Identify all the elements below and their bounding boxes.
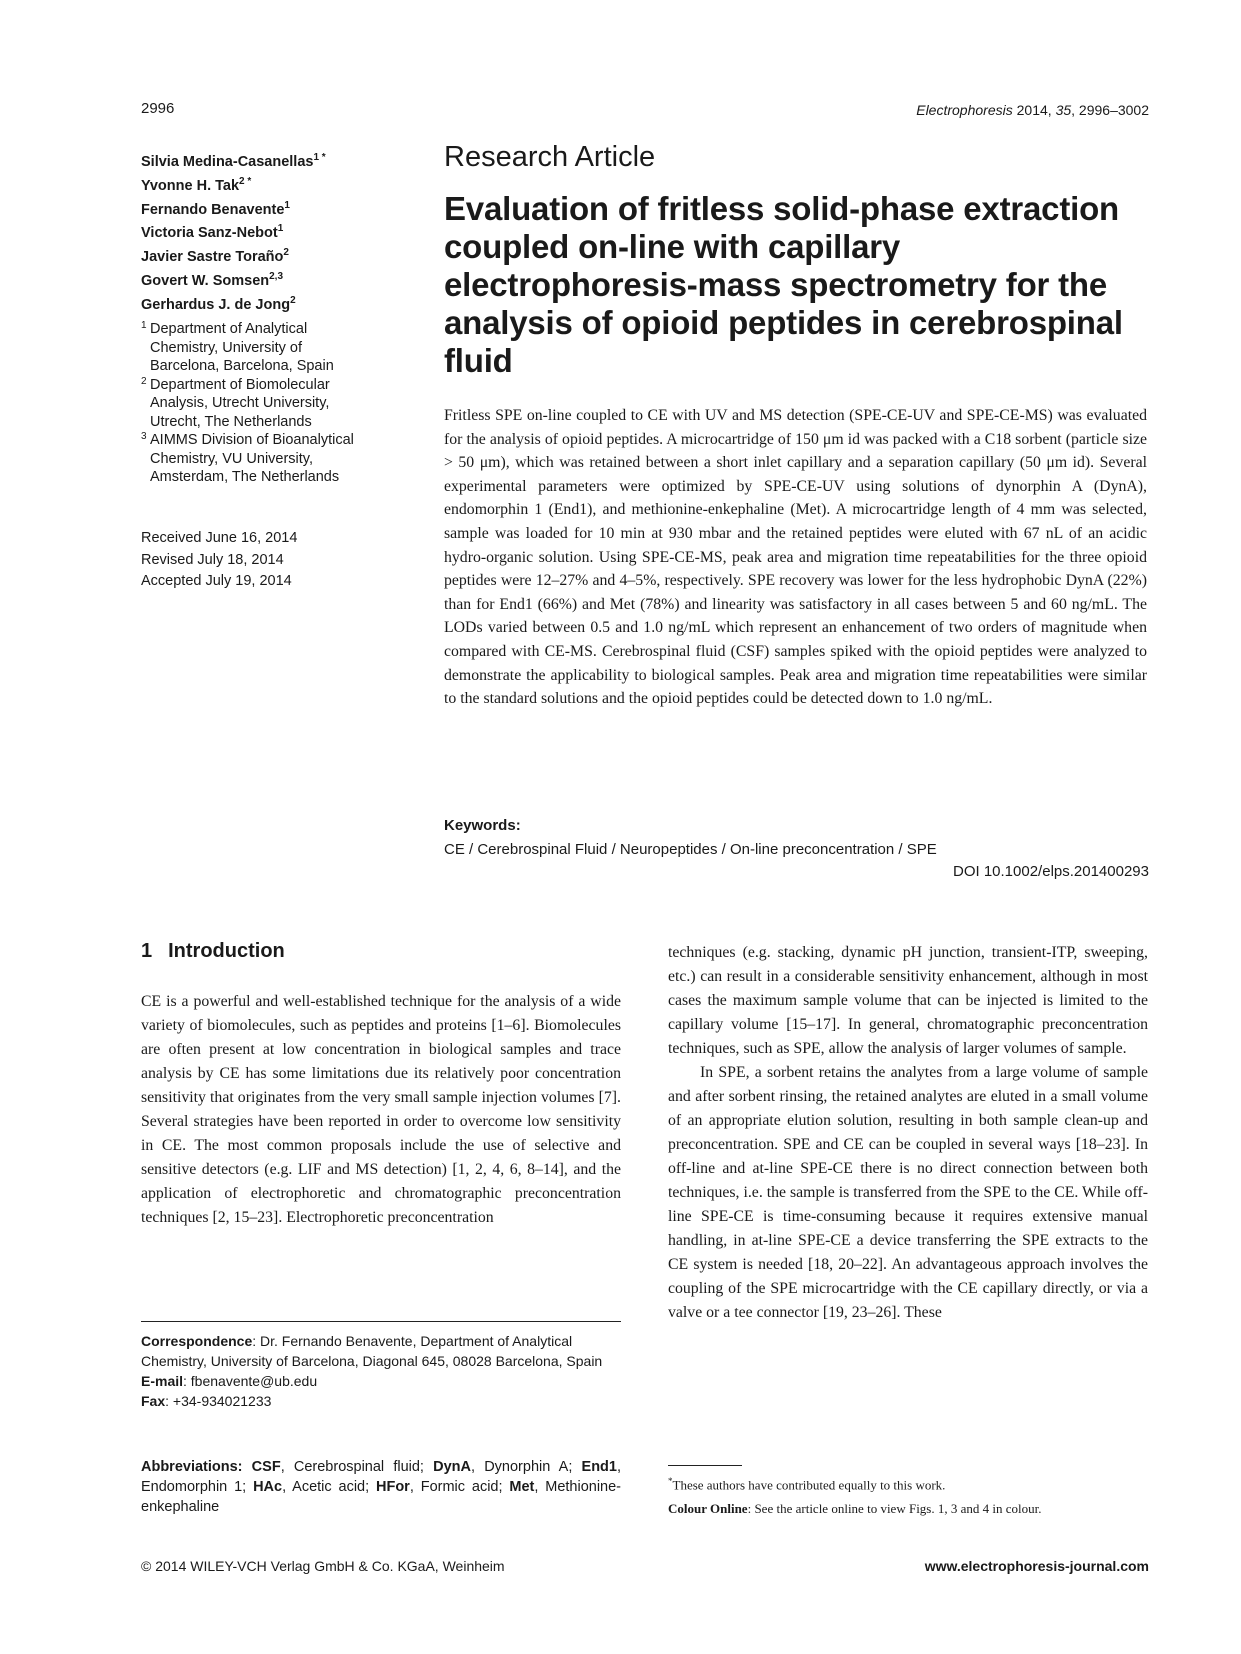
author: Yvonne H. Tak$^{2 *}$ bbox=[141, 175, 252, 194]
revised-date: Revised July 18, 2014 bbox=[141, 551, 284, 568]
journal-name: Electrophoresis bbox=[916, 102, 1013, 118]
intro-left-column: CE is a powerful and well-established technique for the analysis of a wide variety of biomolecules, such as peptides and proteins [1–6]. Biomolecules are often present at low concentration in biological samples and trace analysis by CE has some limitations due its relatively poor concentration sensitivity that originates from the very small sample injection volumes [7]. Several strategies have been reported in order to overcome low sensitivity in CE. The most common proposals include the use of selective and sensitive detectors (e.g. LIF and MS detection) [1, 2, 4, 6, 8–14], and the application of electrophoretic and chromatographic preconcentration techniques [2, 15–23]. Electrophoretic preconcentration bbox=[141, 993, 621, 1226]
author: Govert W. Somsen$^{2,3}$ bbox=[141, 271, 284, 289]
author: Victoria Sanz-Nebot$^1$ bbox=[141, 223, 284, 242]
affiliation-list bbox=[141, 320, 411, 487]
email[interactable]: : fbenavente@ub.edu bbox=[183, 1373, 318, 1389]
journal-year: 2014, bbox=[1012, 102, 1056, 118]
abbreviations-block: Abbreviations: CSF, Cerebrospinal fluid; DynA, Dynorphin A; End1, Endomorphin 1; HAc, Acetic acid; HFor, Formic acid; Met, Methionine-enkephaline bbox=[141, 1459, 622, 1515]
keywords-heading: Keywords: bbox=[444, 817, 521, 834]
divider bbox=[141, 1321, 621, 1322]
footnote: Colour Online: See the article online to view Figs. 1, 3 and 4 in colour. bbox=[668, 1501, 1042, 1516]
journal-website-link[interactable]: www.electrophoresis-journal.com bbox=[924, 1558, 1149, 1574]
section-heading: 1 Introduction bbox=[141, 940, 285, 962]
received-date: Received June 16, 2014 bbox=[141, 530, 298, 546]
correspondence-block: Correspondence: Dr. Fernando Benavente, Department of Analytical Chemistry, University of Barcelona, Diagonal 645, 08028 Barcelona, Spain E-mail: fbenavente@ub.edu Fax: +34-934021233 bbox=[141, 1333, 603, 1409]
intro-right-column bbox=[668, 941, 1148, 1325]
author: Silvia Medina-Casanellas$^{1 *}$ bbox=[141, 152, 326, 170]
journal-pages: , 2996–3002 bbox=[1071, 102, 1149, 118]
affiliation: 1 Department of Analytical Chemistry, University of Barcelona, Barcelona, Spain bbox=[141, 320, 334, 374]
footnote-divider bbox=[668, 1465, 742, 1466]
footnote: *These authors have contributed equally to this work. bbox=[668, 1476, 946, 1493]
accepted-date: Accepted July 19, 2014 bbox=[141, 573, 292, 589]
keywords-list: CE / Cerebrospinal Fluid / Neuropeptides / On-line preconcentration / SPE bbox=[444, 841, 937, 858]
author-list bbox=[141, 148, 401, 315]
journal-reference bbox=[916, 102, 1149, 118]
paragraph: In SPE, a sorbent retains the analytes from a large volume of sample and after sorbent rinsing, the retained analytes are eluted in a small volume of an appropriate elution solution, resulting in both sample clean-up and preconcentration. SPE and CE can be coupled in several ways [18–23]. In off-line and at-line SPE-CE there is no direct connection between both techniques, i.e. the sample is transferred from the SPE to the CE. While off-line SPE-CE is time-consuming because it requires extensive manual handling, in at-line SPE-CE a device transferring the SPE extracts to the CE system is needed [18, 20–22]. An advantageous approach involves the coupling of the SPE microcartridge with the CE capillary directly, or via a valve or a tee connector [19, 23–26]. These bbox=[668, 1064, 1148, 1321]
publication-dates bbox=[141, 528, 297, 593]
doi[interactable]: DOI 10.1002/elps.201400293 bbox=[953, 863, 1149, 880]
journal-volume: 35 bbox=[1055, 102, 1072, 118]
affiliation: 3 AIMMS Division of Bioanalytical Chemistry, VU University, Amsterdam, The Netherlands bbox=[141, 431, 354, 485]
affiliation: 2 Department of Biomolecular Analysis, Utrecht University, Utrecht, The Netherlands bbox=[141, 375, 330, 430]
paper-title: Evaluation of fritless solid-phase extraction coupled on-line with capillary electrophoresis-mass spectrometry for the analysis of opioid peptides in cerebrospinal fluid bbox=[444, 190, 1123, 379]
abstract: Fritless SPE on-line coupled to CE with UV and MS detection (SPE-CE-UV and SPE-CE-MS) was evaluated for the analysis of opioid peptides. A microcartridge of 150 μm id was packed with a C18 sorbent (particle size > 50 μm), which was retained between a short inlet capillary and a separation capillary (50 μm id). Several experimental parameters were optimized by SPE-CE-UV using solutions of dynorphin A (DynA), endomorphin 1 (End1), and methionine-enkephaline (Met). A microcartridge length of 4 mm was selected, sample was loaded for 10 min at 930 mbar and the retained peptides were eluted with 67 nL of an acidic hydro-organic solution. Using SPE-CE-MS, peak area and migration time repeatabilities for the three opioid peptides were 12–27% and 4–5%, respectively. SPE recovery was lower for the less hydrophobic DynA (22%) than for End1 (66%) and Met (78%) and linearity was satisfactory in all cases between 5 and 60 ng/mL. The LODs varied between 0.5 and 1.0 ng/mL which represent an enhancement of two orders of magnitude when compared with CE-MS. Cerebrospinal fluid (CSF) samples spiked with the opioid peptides were analyzed to demonstrate the applicability to biological samples. Peak area and migration time repeatabilities were similar to the standard solutions and the opioid peptides could be detected down to 1.0 ng/mL. bbox=[444, 407, 1147, 708]
page-number: 2996 bbox=[141, 100, 175, 117]
author: Fernando Benavente$^1$ bbox=[141, 199, 290, 218]
author: Gerhardus J. de Jong$^2$ bbox=[141, 294, 296, 313]
copyright: © 2014 WILEY-VCH Verlag GmbH & Co. KGaA, Weinheim bbox=[141, 1558, 505, 1574]
author: Javier Sastre Toraño$^2$ bbox=[141, 247, 289, 266]
paragraph: techniques (e.g. stacking, dynamic pH junction, transient-ITP, sweeping, etc.) can result in a considerable sensitivity enhancement, although in most cases the maximum sample volume that can be injected is limited to the capillary volume [15–17]. In general, chromatographic preconcentration techniques, such as SPE, allow the analysis of larger volumes of sample. bbox=[668, 944, 1148, 1057]
article-type: Research Article bbox=[444, 141, 656, 173]
